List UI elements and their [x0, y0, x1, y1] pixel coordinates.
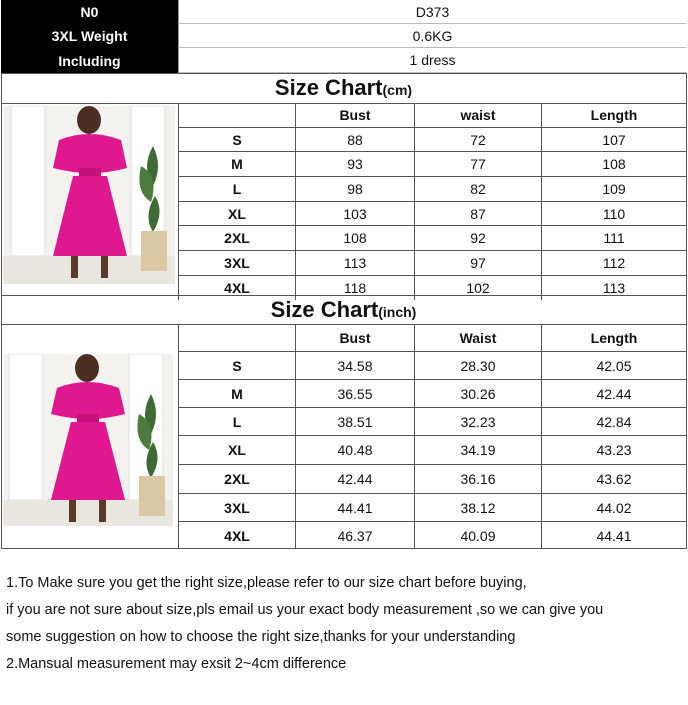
waist-cell: 87: [415, 202, 542, 225]
length-cell: 109: [542, 177, 687, 201]
bust-cell: 103: [296, 202, 415, 225]
note-line: some suggestion on how to choose the right size,thanks for your understanding: [6, 629, 516, 645]
dress-photo-cm: [3, 106, 175, 284]
bust-cell: 42.44: [296, 465, 415, 493]
title-unit: (inch): [378, 304, 417, 320]
length-cell: 42.05: [542, 352, 687, 379]
dress-photo-inch: [3, 354, 173, 526]
table-header-row: [179, 324, 687, 352]
size-cell: 4XL: [179, 276, 296, 300]
note-line: 1.To Make sure you get the right size,please refer to our size chart before buying,: [6, 575, 527, 591]
bust-cell: 98: [296, 177, 415, 201]
size-cell: M: [179, 152, 296, 176]
length-cell: 108: [542, 152, 687, 176]
length-cell: 107: [542, 128, 687, 151]
product-info: [1, 0, 686, 73]
title-text: Size Chart: [274, 75, 383, 100]
bust-cell: 40.48: [296, 436, 415, 464]
header-cell: Length: [542, 324, 687, 351]
inch-size-table: [178, 324, 687, 549]
waist-cell: 28.30: [415, 352, 542, 379]
bust-cell: 38.51: [296, 408, 415, 435]
length-cell: 42.44: [542, 380, 687, 407]
waist-cell: 32.23: [415, 408, 542, 435]
header-cell: waist: [415, 103, 542, 127]
table-header-row: [179, 103, 687, 128]
size-cell: S: [179, 352, 296, 379]
length-cell: 111: [542, 226, 687, 250]
waist-cell: 97: [415, 251, 542, 275]
size-cell: XL: [179, 202, 296, 225]
table-row: [179, 177, 687, 202]
header-cell: Bust: [296, 324, 415, 351]
length-cell: 112: [542, 251, 687, 275]
table-row: [179, 352, 687, 380]
size-notes: [6, 570, 686, 678]
waist-cell: 38.12: [415, 494, 542, 521]
bust-cell: 113: [296, 251, 415, 275]
table-row: [179, 465, 687, 494]
size-cell: L: [179, 408, 296, 435]
note-line: 2.Mansual measurement may exsit 2~4cm difference: [6, 656, 347, 672]
table-row: [179, 436, 687, 465]
header-cell: [179, 103, 296, 127]
bust-cell: 36.55: [296, 380, 415, 407]
length-cell: 43.23: [542, 436, 687, 464]
length-cell: 44.02: [542, 494, 687, 521]
cm-chart-title: [1, 74, 686, 104]
info-key: Including: [1, 48, 178, 73]
size-cell: 4XL: [179, 522, 296, 549]
info-value: 1 dress: [178, 48, 686, 73]
waist-cell: 92: [415, 226, 542, 250]
table-row: [179, 380, 687, 408]
table-row: [179, 128, 687, 152]
info-row-weight: [1, 24, 686, 48]
bust-cell: 88: [296, 128, 415, 151]
bust-cell: 108: [296, 226, 415, 250]
table-row: [179, 251, 687, 276]
header-cell: Bust: [296, 103, 415, 127]
waist-cell: 77: [415, 152, 542, 176]
table-row: [179, 202, 687, 226]
size-cell: XL: [179, 436, 296, 464]
info-row-number: [1, 0, 686, 24]
bust-cell: 46.37: [296, 522, 415, 549]
table-row: [179, 226, 687, 251]
bust-cell: 93: [296, 152, 415, 176]
length-cell: 42.84: [542, 408, 687, 435]
size-cell: L: [179, 177, 296, 201]
waist-cell: 72: [415, 128, 542, 151]
waist-cell: 82: [415, 177, 542, 201]
length-cell: 113: [542, 276, 687, 300]
length-cell: 110: [542, 202, 687, 225]
table-row: [179, 522, 687, 549]
bust-cell: 44.41: [296, 494, 415, 521]
header-cell: Waist: [415, 324, 542, 351]
info-row-including: [1, 48, 686, 73]
size-cell: 2XL: [179, 226, 296, 250]
header-cell: [179, 324, 296, 351]
title-unit: (cm): [382, 82, 413, 98]
size-cell: S: [179, 128, 296, 151]
length-cell: 44.41: [542, 522, 687, 549]
bust-cell: 118: [296, 276, 415, 300]
bust-cell: 34.58: [296, 352, 415, 379]
table-row: [179, 494, 687, 522]
waist-cell: 34.19: [415, 436, 542, 464]
note-line: if you are not sure about size,pls email us your exact body measurement ,so we can give you: [6, 602, 604, 618]
dress-illustration: [3, 354, 173, 526]
waist-cell: 30.26: [415, 380, 542, 407]
size-cell: M: [179, 380, 296, 407]
info-key: N0: [1, 0, 178, 24]
info-key: 3XL Weight: [1, 24, 178, 48]
title-text: Size Chart: [270, 297, 379, 322]
size-cell: 3XL: [179, 494, 296, 521]
info-value: D373: [178, 0, 686, 24]
size-cell: 3XL: [179, 251, 296, 275]
table-row: [179, 408, 687, 436]
waist-cell: 102: [415, 276, 542, 300]
waist-cell: 36.16: [415, 465, 542, 493]
info-value: 0.6KG: [178, 24, 686, 48]
dress-illustration: [3, 106, 175, 284]
length-cell: 43.62: [542, 465, 687, 493]
size-cell: 2XL: [179, 465, 296, 493]
waist-cell: 40.09: [415, 522, 542, 549]
header-cell: Length: [542, 103, 687, 127]
cm-size-table: [178, 103, 687, 300]
inch-chart-title: [1, 296, 686, 326]
table-row: [179, 152, 687, 177]
